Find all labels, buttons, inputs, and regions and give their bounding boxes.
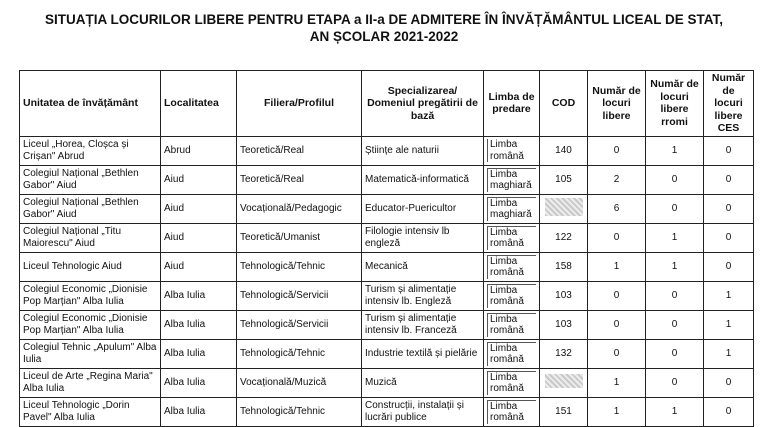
language-label: Limba română	[487, 371, 536, 395]
cell-field: Tehnologică/Tehnic	[237, 339, 362, 368]
cell-free-places-ces: 0	[704, 252, 754, 281]
header-field: Filiera/Profilul	[237, 71, 362, 137]
header-locality: Localitatea	[161, 71, 237, 137]
cell-locality: Alba Iulia	[161, 281, 237, 310]
cell-language	[484, 165, 540, 194]
language-label: Limba română	[487, 226, 536, 250]
cell-free-places-ces: 1	[704, 339, 754, 368]
cell-free-places: 1	[588, 252, 646, 281]
cell-specialization: Educator-Puericultor	[362, 194, 484, 223]
cell-locality: Abrud	[161, 136, 237, 165]
cell-code: 122	[540, 223, 588, 252]
cell-specialization: Industrie textilă și pielărie	[362, 339, 484, 368]
cell-code: 103	[540, 310, 588, 339]
cell-specialization: Muzică	[362, 368, 484, 397]
cell-free-places-roma: 1	[646, 252, 704, 281]
cell-language	[484, 194, 540, 223]
redacted-code-mark	[545, 198, 583, 216]
redacted-code-mark	[545, 374, 583, 388]
cell-field: Vocațională/Muzică	[237, 368, 362, 397]
table-row	[20, 397, 754, 426]
cell-code: 140	[540, 136, 588, 165]
cell-field: Teoretică/Real	[237, 136, 362, 165]
cell-free-places-roma: 0	[646, 368, 704, 397]
cell-free-places-ces: 1	[704, 281, 754, 310]
cell-free-places-roma: 1	[646, 136, 704, 165]
language-label: Limba română	[487, 284, 536, 308]
cell-locality: Alba Iulia	[161, 368, 237, 397]
title-line-2: AN ȘCOLAR 2021-2022	[309, 29, 459, 44]
cell-unit: Liceul „Horea, Cloșca și Crișan" Abrud	[20, 136, 161, 165]
cell-unit: Colegiul Economic „Dionisie Pop Marțian" Alba Iulia	[20, 281, 161, 310]
language-label: Limba română	[487, 255, 536, 279]
header-free-places-ces: Număr de locuri libere CES	[704, 71, 754, 137]
language-label: Limba maghiară	[487, 168, 536, 192]
cell-locality: Alba Iulia	[161, 310, 237, 339]
cell-free-places: 0	[588, 223, 646, 252]
cell-unit: Colegiul Național „Bethlen Gabor" Aiud	[20, 194, 161, 223]
cell-specialization: Turism și alimentație intensiv lb. Franceză	[362, 310, 484, 339]
cell-locality: Aiud	[161, 252, 237, 281]
cell-field: Teoretică/Real	[237, 165, 362, 194]
table-row	[20, 194, 754, 223]
cell-field: Teoretică/Umanist	[237, 223, 362, 252]
cell-locality: Aiud	[161, 165, 237, 194]
cell-free-places: 2	[588, 165, 646, 194]
cell-free-places-roma: 1	[646, 223, 704, 252]
table-header-row	[20, 71, 754, 137]
header-code: COD	[540, 71, 588, 137]
cell-free-places: 0	[588, 310, 646, 339]
cell-free-places-roma: 0	[646, 310, 704, 339]
cell-free-places-ces: 1	[704, 310, 754, 339]
table-row	[20, 252, 754, 281]
cell-locality: Alba Iulia	[161, 339, 237, 368]
table-row	[20, 223, 754, 252]
cell-specialization: Științe ale naturii	[362, 136, 484, 165]
cell-language	[484, 223, 540, 252]
cell-specialization: Turism și alimentație intensiv lb. Engleză	[362, 281, 484, 310]
cell-free-places-roma: 0	[646, 339, 704, 368]
header-unit: Unitatea de învățământ	[20, 71, 161, 137]
table-row	[20, 310, 754, 339]
cell-specialization: Matematică-informatică	[362, 165, 484, 194]
cell-locality: Aiud	[161, 194, 237, 223]
header-specialization: Specializarea/ Domeniul pregătirii de bază	[362, 71, 484, 137]
cell-language	[484, 281, 540, 310]
cell-language	[484, 310, 540, 339]
cell-field: Tehnologică/Servicii	[237, 310, 362, 339]
cell-free-places-ces: 0	[704, 194, 754, 223]
cell-specialization: Mecanică	[362, 252, 484, 281]
cell-field: Tehnologică/Tehnic	[237, 252, 362, 281]
cell-code: 158	[540, 252, 588, 281]
cell-code: 103	[540, 281, 588, 310]
cell-code	[540, 194, 588, 223]
title-line-1: SITUAȚIA LOCURILOR LIBERE PENTRU ETAPA a II-a DE ADMITERE ÎN ÎNVĂȚĂMÂNTUL LICEAL DE STAT,	[44, 12, 723, 27]
header-free-places-roma: Număr de locuri libere rromi	[646, 71, 704, 137]
cell-locality: Alba Iulia	[161, 397, 237, 426]
cell-free-places: 1	[588, 397, 646, 426]
cell-specialization: Construcții, instalații și lucrări publice	[362, 397, 484, 426]
cell-free-places-roma: 0	[646, 165, 704, 194]
language-label: Limba română	[487, 139, 536, 162]
cell-code: 105	[540, 165, 588, 194]
cell-free-places-roma: 0	[646, 281, 704, 310]
language-label: Limba română	[487, 400, 536, 424]
cell-unit: Liceul de Arte „Regina Maria" Alba Iulia	[20, 368, 161, 397]
cell-language	[484, 397, 540, 426]
cell-specialization: Filologie intensiv lb engleză	[362, 223, 484, 252]
language-label: Limba română	[487, 342, 536, 366]
cell-unit: Colegiul Național „Titu Maiorescu" Aiud	[20, 223, 161, 252]
cell-field: Tehnologică/Tehnic	[237, 397, 362, 426]
cell-code	[540, 368, 588, 397]
cell-free-places: 1	[588, 368, 646, 397]
table-row	[20, 136, 754, 165]
cell-free-places: 0	[588, 281, 646, 310]
cell-language	[484, 252, 540, 281]
cell-free-places: 0	[588, 136, 646, 165]
cell-language	[484, 136, 540, 165]
cell-free-places-ces: 0	[704, 223, 754, 252]
table-row	[20, 165, 754, 194]
cell-field: Vocațională/Pedagogic	[237, 194, 362, 223]
cell-free-places: 0	[588, 339, 646, 368]
table-row	[20, 339, 754, 368]
cell-language	[484, 339, 540, 368]
cell-unit: Colegiul Național „Bethlen Gabor" Aiud	[20, 165, 161, 194]
cell-unit: Liceul Tehnologic Aiud	[20, 252, 161, 281]
header-language: Limba de predare	[484, 71, 540, 137]
cell-locality: Aiud	[161, 223, 237, 252]
header-free-places: Număr de locuri libere	[588, 71, 646, 137]
table-row	[20, 368, 754, 397]
cell-code: 132	[540, 339, 588, 368]
cell-language	[484, 368, 540, 397]
cell-free-places-ces: 0	[704, 165, 754, 194]
cell-free-places-roma: 1	[646, 397, 704, 426]
cell-unit: Colegiul Economic „Dionisie Pop Marțian" Alba Iulia	[20, 310, 161, 339]
cell-unit: Colegiul Tehnic „Apulum" Alba Iulia	[20, 339, 161, 368]
cell-free-places-ces: 0	[704, 368, 754, 397]
table-row	[20, 281, 754, 310]
cell-code: 151	[540, 397, 588, 426]
cell-free-places-ces: 0	[704, 136, 754, 165]
cell-free-places-ces: 0	[704, 397, 754, 426]
language-label: Limba română	[487, 313, 536, 337]
cell-field: Tehnologică/Servicii	[237, 281, 362, 310]
cell-free-places: 6	[588, 194, 646, 223]
language-label: Limba maghiară	[487, 197, 536, 221]
vacancies-table	[19, 70, 754, 427]
cell-free-places-roma: 0	[646, 194, 704, 223]
cell-unit: Liceul Tehnologic „Dorin Pavel" Alba Iulia	[20, 397, 161, 426]
